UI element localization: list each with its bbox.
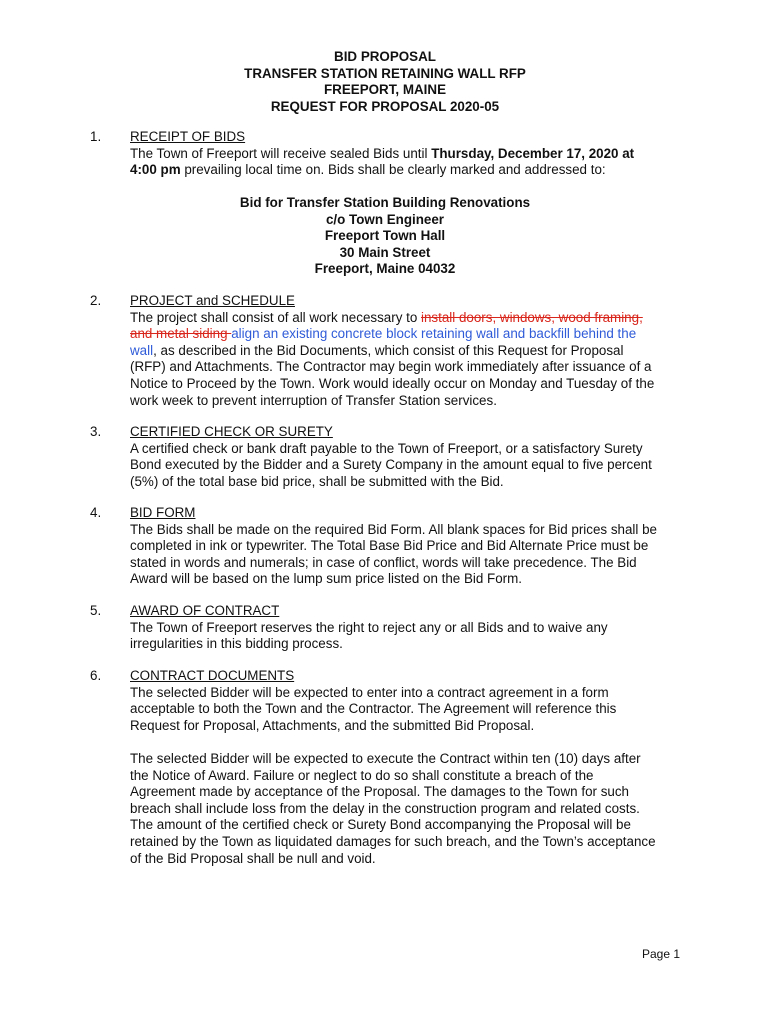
section-number: 5.: [90, 603, 102, 618]
address-line: c/o Town Engineer: [325, 211, 445, 227]
section-heading: CONTRACT DOCUMENTS: [130, 668, 295, 683]
section-number: 6.: [90, 668, 102, 683]
document-header: [0, 49, 770, 115]
section-text: The Town of Freeport will receive sealed Bids until Thursday, December 17, 2020 at 4:00 pm prevailing local time on. Bids shall be clearly marked and addressed to:: [130, 145, 635, 178]
header-project: TRANSFER STATION RETAINING WALL RFP: [244, 65, 526, 81]
section-number: 3.: [90, 424, 102, 439]
deleted-text: and metal siding: [130, 326, 232, 342]
inserted-text: wall: [130, 342, 154, 358]
deleted-text: install doors, windows, wood framing,: [421, 309, 643, 325]
address-line: Freeport, Maine 04032: [314, 261, 456, 277]
address-line: Bid for Transfer Station Building Renovations: [239, 195, 531, 210]
section-text: The Town of Freeport reserves the right to reject any or all Bids and to waive any irregularities in this bidding process.: [130, 619, 608, 652]
address-line: 30 Main Street: [339, 244, 431, 260]
section-heading: BID FORM: [130, 505, 196, 520]
section-number: 4.: [90, 505, 102, 520]
section-text: A certified check or bank draft payable to the Town of Freeport, or a satisfactory Surety Bond executed by the Bidder and a Surety Company in the amount equal to five percent (5%) of the total base bid price, shall be submitted with the Bid.: [130, 440, 652, 489]
section-text: The Bids shall be made on the required Bid Form. All blank spaces for Bid prices shall be completed in ink or typewriter. The Total Base Bid Price and Bid Alternate Price must be stated in words and numerals; in case of conflict, words will take precedence. The Bid Award will be based on the lump sum price listed on the Bid Form.: [130, 521, 657, 587]
section-text: The selected Bidder will be expected to enter into a contract agreement in a form acceptable to both the Town and the Contractor. The Agreement will reference this Request for Proposal, Attachments, and the submitted Bid Proposal.: [130, 684, 617, 733]
section-number: 2.: [90, 293, 102, 308]
section-number: 1.: [90, 129, 102, 144]
section-text: The selected Bidder will be expected to execute the Contract within ten (10) days after the Notice of Award. Failure or neglect to do so shall constitute a breach of the Agreement made by acceptance of the Proposal. The damages to the Town for such breach shall include loss from the delay in the construction program and related costs. The amount of the certified check or Surety Bond accompanying the Proposal will be retained by the Town as liquidated damages for such breach, and the Town’s acceptance of the Bid Proposal shall be null and void.: [130, 750, 656, 866]
header-location: FREEPORT, MAINE: [323, 82, 446, 98]
header-title: BID PROPOSAL: [334, 49, 436, 64]
section-text: The project shall consist of all work necessary to install doors, windows, wood framing, and metal siding align an existing concrete block retaining wall and backfill behind the wall, as described in the Bid Documents, which consist of this Request for Proposal (RFP) and Attachments. The Contractor may begin work immediately after issuance of a Notice to Proceed by the Town. Work would ideally occur on Monday and Tuesday of the work week to prevent interruption of Transfer Station services.: [130, 309, 655, 408]
inserted-text: align an existing concrete block retaining wall and backfill behind the: [231, 326, 637, 342]
header-rfp-number: REQUEST FOR PROPOSAL 2020-05: [270, 98, 500, 114]
section-heading: AWARD OF CONTRACT: [130, 603, 280, 618]
section-heading: PROJECT and SCHEDULE: [130, 293, 295, 308]
address-line: Freeport Town Hall: [324, 228, 446, 244]
page-number: Page 1: [642, 947, 681, 961]
section-heading: CERTIFIED CHECK OR SURETY: [130, 424, 333, 439]
section-heading: RECEIPT OF BIDS: [130, 129, 246, 144]
address-block: [0, 195, 770, 278]
